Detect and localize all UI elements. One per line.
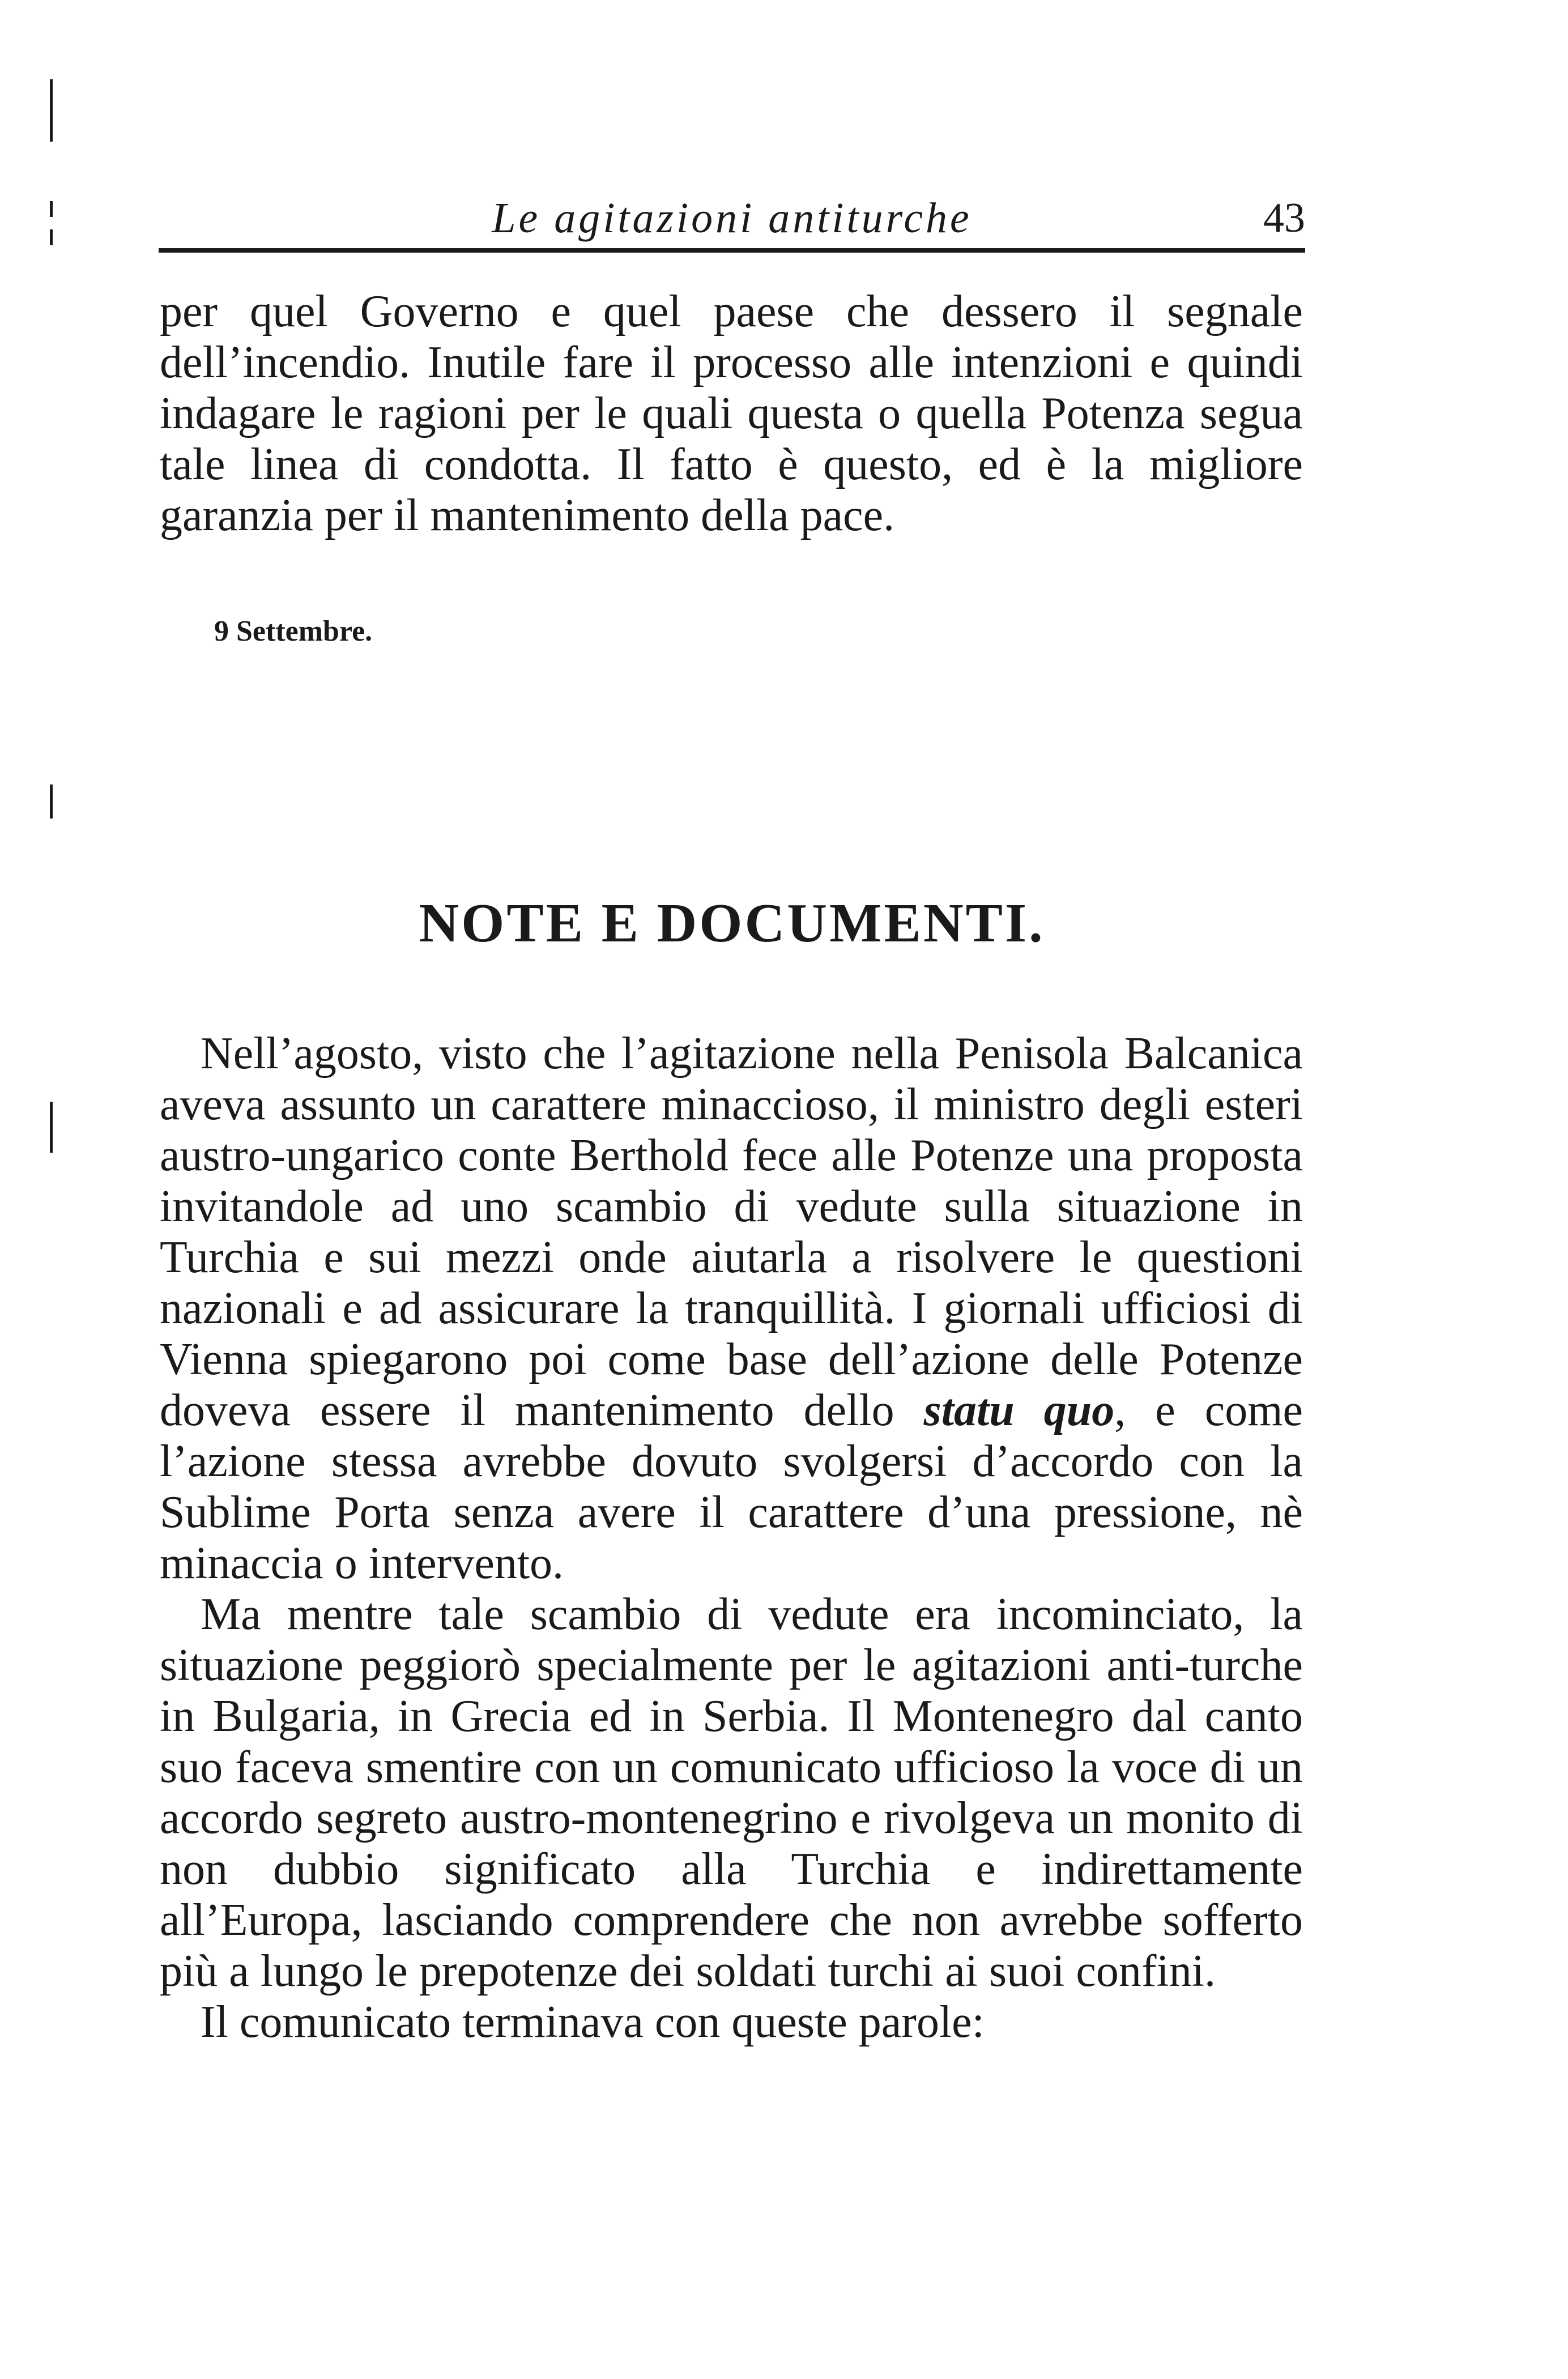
section-heading: NOTE E DOCUMENTI. [419,893,1045,954]
dateline: 9 Settembre. [214,615,373,647]
paragraph: per quel Governo e quel paese che dessero il segnale dell’incendio. Inutile fare il processo alle intenzioni e quindi indagare le ragioni per le quali questa o quella Potenza segua tale linea di condotta. Il fatto è questo, ed è la migliore garanzia per il mantenimento della pace. [160,287,1303,540]
margin-mark [50,785,53,818]
margin-mark [50,1119,53,1153]
paragraph: Ma mentre tale scambio di vedute era incominciato, la situazione peggiorò specialmente per le agitazioni anti-turche in Bulgaria, in Grecia ed in Serbia. Il Montenegro dal canto suo faceva smentire con un comunicato ufficioso la voce di un accordo segreto austro-montenegrino e rivolgeva un monito di non dubbio significato alla Turchia e indirettamente all’Europa, lasciando comprendere che non avrebbe sofferto più a lungo le prepotenze dei soldati turchi ai suoi confini. [160,1589,1303,1996]
margin-mark [50,201,53,217]
italic-phrase: statu quo [923,1385,1115,1435]
text-block-notes [160,1028,1303,2048]
text-block-top [160,286,1303,541]
running-header [159,187,1305,249]
paragraph-text: , e come l’azione stessa avrebbe dovuto svolgersi d’accordo con la Sublime Porta senza avere il carattere d’una pressione, nè minaccia o intervento. [160,1385,1303,1588]
paragraph-text: Nell’agosto, visto che l’agitazione nella Penisola Balcanica aveva assunto un carattere minaccioso, il ministro degli esteri austro-ungarico conte Berthold fece alle Potenze una proposta invitandole ad uno scambio di vedute sulla situazione in Turchia e sui mezzi onde aiutarla a risolvere le questioni nazionali e ad assicurare la tranquillità. I giornali ufficiosi di Vienna spiegarono poi come base dell’azione delle Potenze doveva essere il mantenimento dello [160,1029,1303,1435]
paragraph [160,1028,1303,1589]
page-number: 43 [1263,195,1305,241]
running-title: Le agitazioni antiturche [492,194,972,242]
margin-mark [50,79,53,142]
margin-mark [50,229,53,245]
header-rule [159,248,1305,253]
paragraph: Il comunicato terminava con queste parole: [201,1997,985,2047]
